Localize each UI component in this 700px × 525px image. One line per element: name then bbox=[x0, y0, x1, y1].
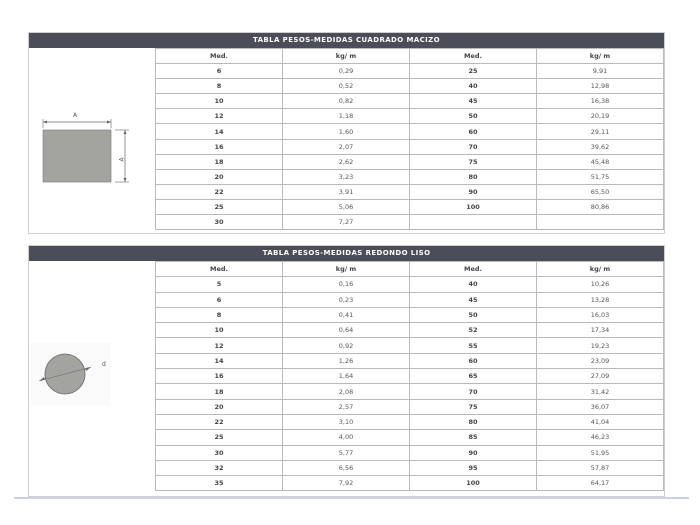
size-cell: 12 bbox=[156, 338, 283, 353]
size-cell: 60 bbox=[410, 124, 537, 139]
size-cell: 100 bbox=[410, 476, 537, 491]
weight-cell: 13,28 bbox=[537, 292, 664, 307]
table-row bbox=[156, 109, 664, 124]
round-bar-diagram-icon bbox=[31, 343, 111, 405]
size-cell: 10 bbox=[156, 94, 283, 109]
column-header: kg/ m bbox=[537, 49, 664, 64]
weight-cell: 10,26 bbox=[537, 277, 664, 292]
square-weights-table bbox=[155, 48, 664, 230]
weight-cell: 4,00 bbox=[283, 430, 410, 445]
round-table-title: TABLA PESOS-MEDIDAS REDONDO LISO bbox=[29, 246, 664, 261]
weight-cell: 0,64 bbox=[283, 323, 410, 338]
weight-cell: 80,86 bbox=[537, 199, 664, 214]
table-row bbox=[156, 445, 664, 460]
weight-cell: 5,06 bbox=[283, 199, 410, 214]
weight-cell: 23,09 bbox=[537, 353, 664, 368]
size-cell: 25 bbox=[156, 430, 283, 445]
table-row bbox=[156, 124, 664, 139]
size-cell: 100 bbox=[410, 199, 537, 214]
table-row bbox=[156, 215, 664, 230]
weight-cell: 1,18 bbox=[283, 109, 410, 124]
table-row bbox=[156, 369, 664, 384]
weight-cell: 16,03 bbox=[537, 307, 664, 322]
weight-cell: 29,11 bbox=[537, 124, 664, 139]
size-cell: 95 bbox=[410, 460, 537, 475]
column-header: kg/ m bbox=[283, 262, 410, 277]
size-cell: 90 bbox=[410, 445, 537, 460]
table-row bbox=[156, 399, 664, 414]
square-bar-diagram-icon bbox=[37, 116, 137, 192]
size-cell: 55 bbox=[410, 338, 537, 353]
size-cell: 25 bbox=[410, 64, 537, 79]
size-cell: 14 bbox=[156, 353, 283, 368]
column-header: Med. bbox=[410, 262, 537, 277]
size-cell: 52 bbox=[410, 323, 537, 338]
square-bar-table-card bbox=[28, 32, 665, 234]
weight-cell: 20,19 bbox=[537, 109, 664, 124]
weight-cell: 7,27 bbox=[283, 215, 410, 230]
weight-cell: 31,42 bbox=[537, 384, 664, 399]
column-header: kg/ m bbox=[283, 49, 410, 64]
table-row bbox=[156, 169, 664, 184]
size-cell: 20 bbox=[156, 169, 283, 184]
weight-cell: 41,04 bbox=[537, 414, 664, 429]
size-cell: 14 bbox=[156, 124, 283, 139]
size-cell: 30 bbox=[156, 445, 283, 460]
size-cell: 30 bbox=[156, 215, 283, 230]
weight-cell: 6,56 bbox=[283, 460, 410, 475]
size-cell: 12 bbox=[156, 109, 283, 124]
size-cell: 8 bbox=[156, 79, 283, 94]
weight-cell: 2,62 bbox=[283, 154, 410, 169]
size-cell: 75 bbox=[410, 154, 537, 169]
table-row bbox=[156, 154, 664, 169]
size-cell: 50 bbox=[410, 307, 537, 322]
size-cell: 6 bbox=[156, 64, 283, 79]
size-cell: 18 bbox=[156, 154, 283, 169]
table-row bbox=[156, 414, 664, 429]
table-row bbox=[156, 184, 664, 199]
column-header: Med. bbox=[156, 49, 283, 64]
size-cell: 80 bbox=[410, 414, 537, 429]
square-top-dimension-label: A bbox=[73, 112, 78, 119]
weight-cell: 36,07 bbox=[537, 399, 664, 414]
weight-cell: 3,91 bbox=[283, 184, 410, 199]
size-cell: 65 bbox=[410, 369, 537, 384]
table-row bbox=[156, 353, 664, 368]
size-cell: 90 bbox=[410, 184, 537, 199]
size-cell: 45 bbox=[410, 94, 537, 109]
weight-cell: 0,41 bbox=[283, 307, 410, 322]
weight-cell: 5,77 bbox=[283, 445, 410, 460]
size-cell: 25 bbox=[156, 199, 283, 214]
size-cell: 85 bbox=[410, 430, 537, 445]
weight-cell: 3,10 bbox=[283, 414, 410, 429]
table-row bbox=[156, 79, 664, 94]
weight-cell: 0,29 bbox=[283, 64, 410, 79]
column-header: Med. bbox=[156, 262, 283, 277]
weight-cell: 0,16 bbox=[283, 277, 410, 292]
size-cell: 5 bbox=[156, 277, 283, 292]
size-cell: 60 bbox=[410, 353, 537, 368]
table-row bbox=[156, 199, 664, 214]
round-section-figure bbox=[29, 261, 155, 496]
size-cell: 16 bbox=[156, 369, 283, 384]
weight-cell: 16,38 bbox=[537, 94, 664, 109]
table-row bbox=[156, 277, 664, 292]
size-cell: 22 bbox=[156, 184, 283, 199]
weight-cell: 2,08 bbox=[283, 384, 410, 399]
size-cell: 40 bbox=[410, 79, 537, 94]
size-cell: 20 bbox=[156, 399, 283, 414]
table-row bbox=[156, 430, 664, 445]
size-cell: 8 bbox=[156, 307, 283, 322]
table-row bbox=[156, 94, 664, 109]
table-row bbox=[156, 384, 664, 399]
size-cell: 6 bbox=[156, 292, 283, 307]
weight-cell: 46,23 bbox=[537, 430, 664, 445]
weight-cell: 0,23 bbox=[283, 292, 410, 307]
table-row bbox=[156, 338, 664, 353]
weight-cell: 1,64 bbox=[283, 369, 410, 384]
weight-cell: 65,50 bbox=[537, 184, 664, 199]
table-row bbox=[156, 323, 664, 338]
square-table-title: TABLA PESOS-MEDIDAS CUADRADO MACIZO bbox=[29, 33, 664, 48]
weight-cell: 51,95 bbox=[537, 445, 664, 460]
weight-cell bbox=[537, 215, 664, 230]
weight-cell: 3,23 bbox=[283, 169, 410, 184]
size-cell: 22 bbox=[156, 414, 283, 429]
weight-cell: 19,23 bbox=[537, 338, 664, 353]
square-section-figure bbox=[29, 48, 155, 233]
weight-cell: 1,60 bbox=[283, 124, 410, 139]
table-row bbox=[156, 292, 664, 307]
size-cell: 50 bbox=[410, 109, 537, 124]
size-cell: 40 bbox=[410, 277, 537, 292]
weight-cell: 17,34 bbox=[537, 323, 664, 338]
weight-cell: 9,91 bbox=[537, 64, 664, 79]
weight-cell: 1,26 bbox=[283, 353, 410, 368]
round-weights-table bbox=[155, 261, 664, 491]
weight-cell: 39,62 bbox=[537, 139, 664, 154]
column-header: Med. bbox=[410, 49, 537, 64]
table-row bbox=[156, 139, 664, 154]
round-diameter-label: d bbox=[102, 361, 106, 368]
weight-cell: 2,57 bbox=[283, 399, 410, 414]
weight-cell: 7,92 bbox=[283, 476, 410, 491]
table-row bbox=[156, 460, 664, 475]
size-cell: 18 bbox=[156, 384, 283, 399]
weight-cell: 0,92 bbox=[283, 338, 410, 353]
weight-cell: 51,75 bbox=[537, 169, 664, 184]
column-header: kg/ m bbox=[537, 262, 664, 277]
weight-cell: 12,98 bbox=[537, 79, 664, 94]
size-cell: 32 bbox=[156, 460, 283, 475]
weight-cell: 57,87 bbox=[537, 460, 664, 475]
round-bar-table-card bbox=[28, 245, 665, 497]
weight-cell: 0,52 bbox=[283, 79, 410, 94]
weight-cell: 64,17 bbox=[537, 476, 664, 491]
square-side-dimension-label: A bbox=[118, 157, 126, 162]
table-row bbox=[156, 64, 664, 79]
size-cell: 35 bbox=[156, 476, 283, 491]
size-cell bbox=[410, 215, 537, 230]
size-cell: 70 bbox=[410, 139, 537, 154]
size-cell: 80 bbox=[410, 169, 537, 184]
size-cell: 70 bbox=[410, 384, 537, 399]
bottom-divider bbox=[14, 497, 689, 499]
table-row bbox=[156, 307, 664, 322]
size-cell: 10 bbox=[156, 323, 283, 338]
size-cell: 45 bbox=[410, 292, 537, 307]
weight-cell: 45,48 bbox=[537, 154, 664, 169]
size-cell: 75 bbox=[410, 399, 537, 414]
size-cell: 16 bbox=[156, 139, 283, 154]
weight-cell: 27,09 bbox=[537, 369, 664, 384]
table-row bbox=[156, 476, 664, 491]
weight-cell: 2,07 bbox=[283, 139, 410, 154]
weight-cell: 0,82 bbox=[283, 94, 410, 109]
